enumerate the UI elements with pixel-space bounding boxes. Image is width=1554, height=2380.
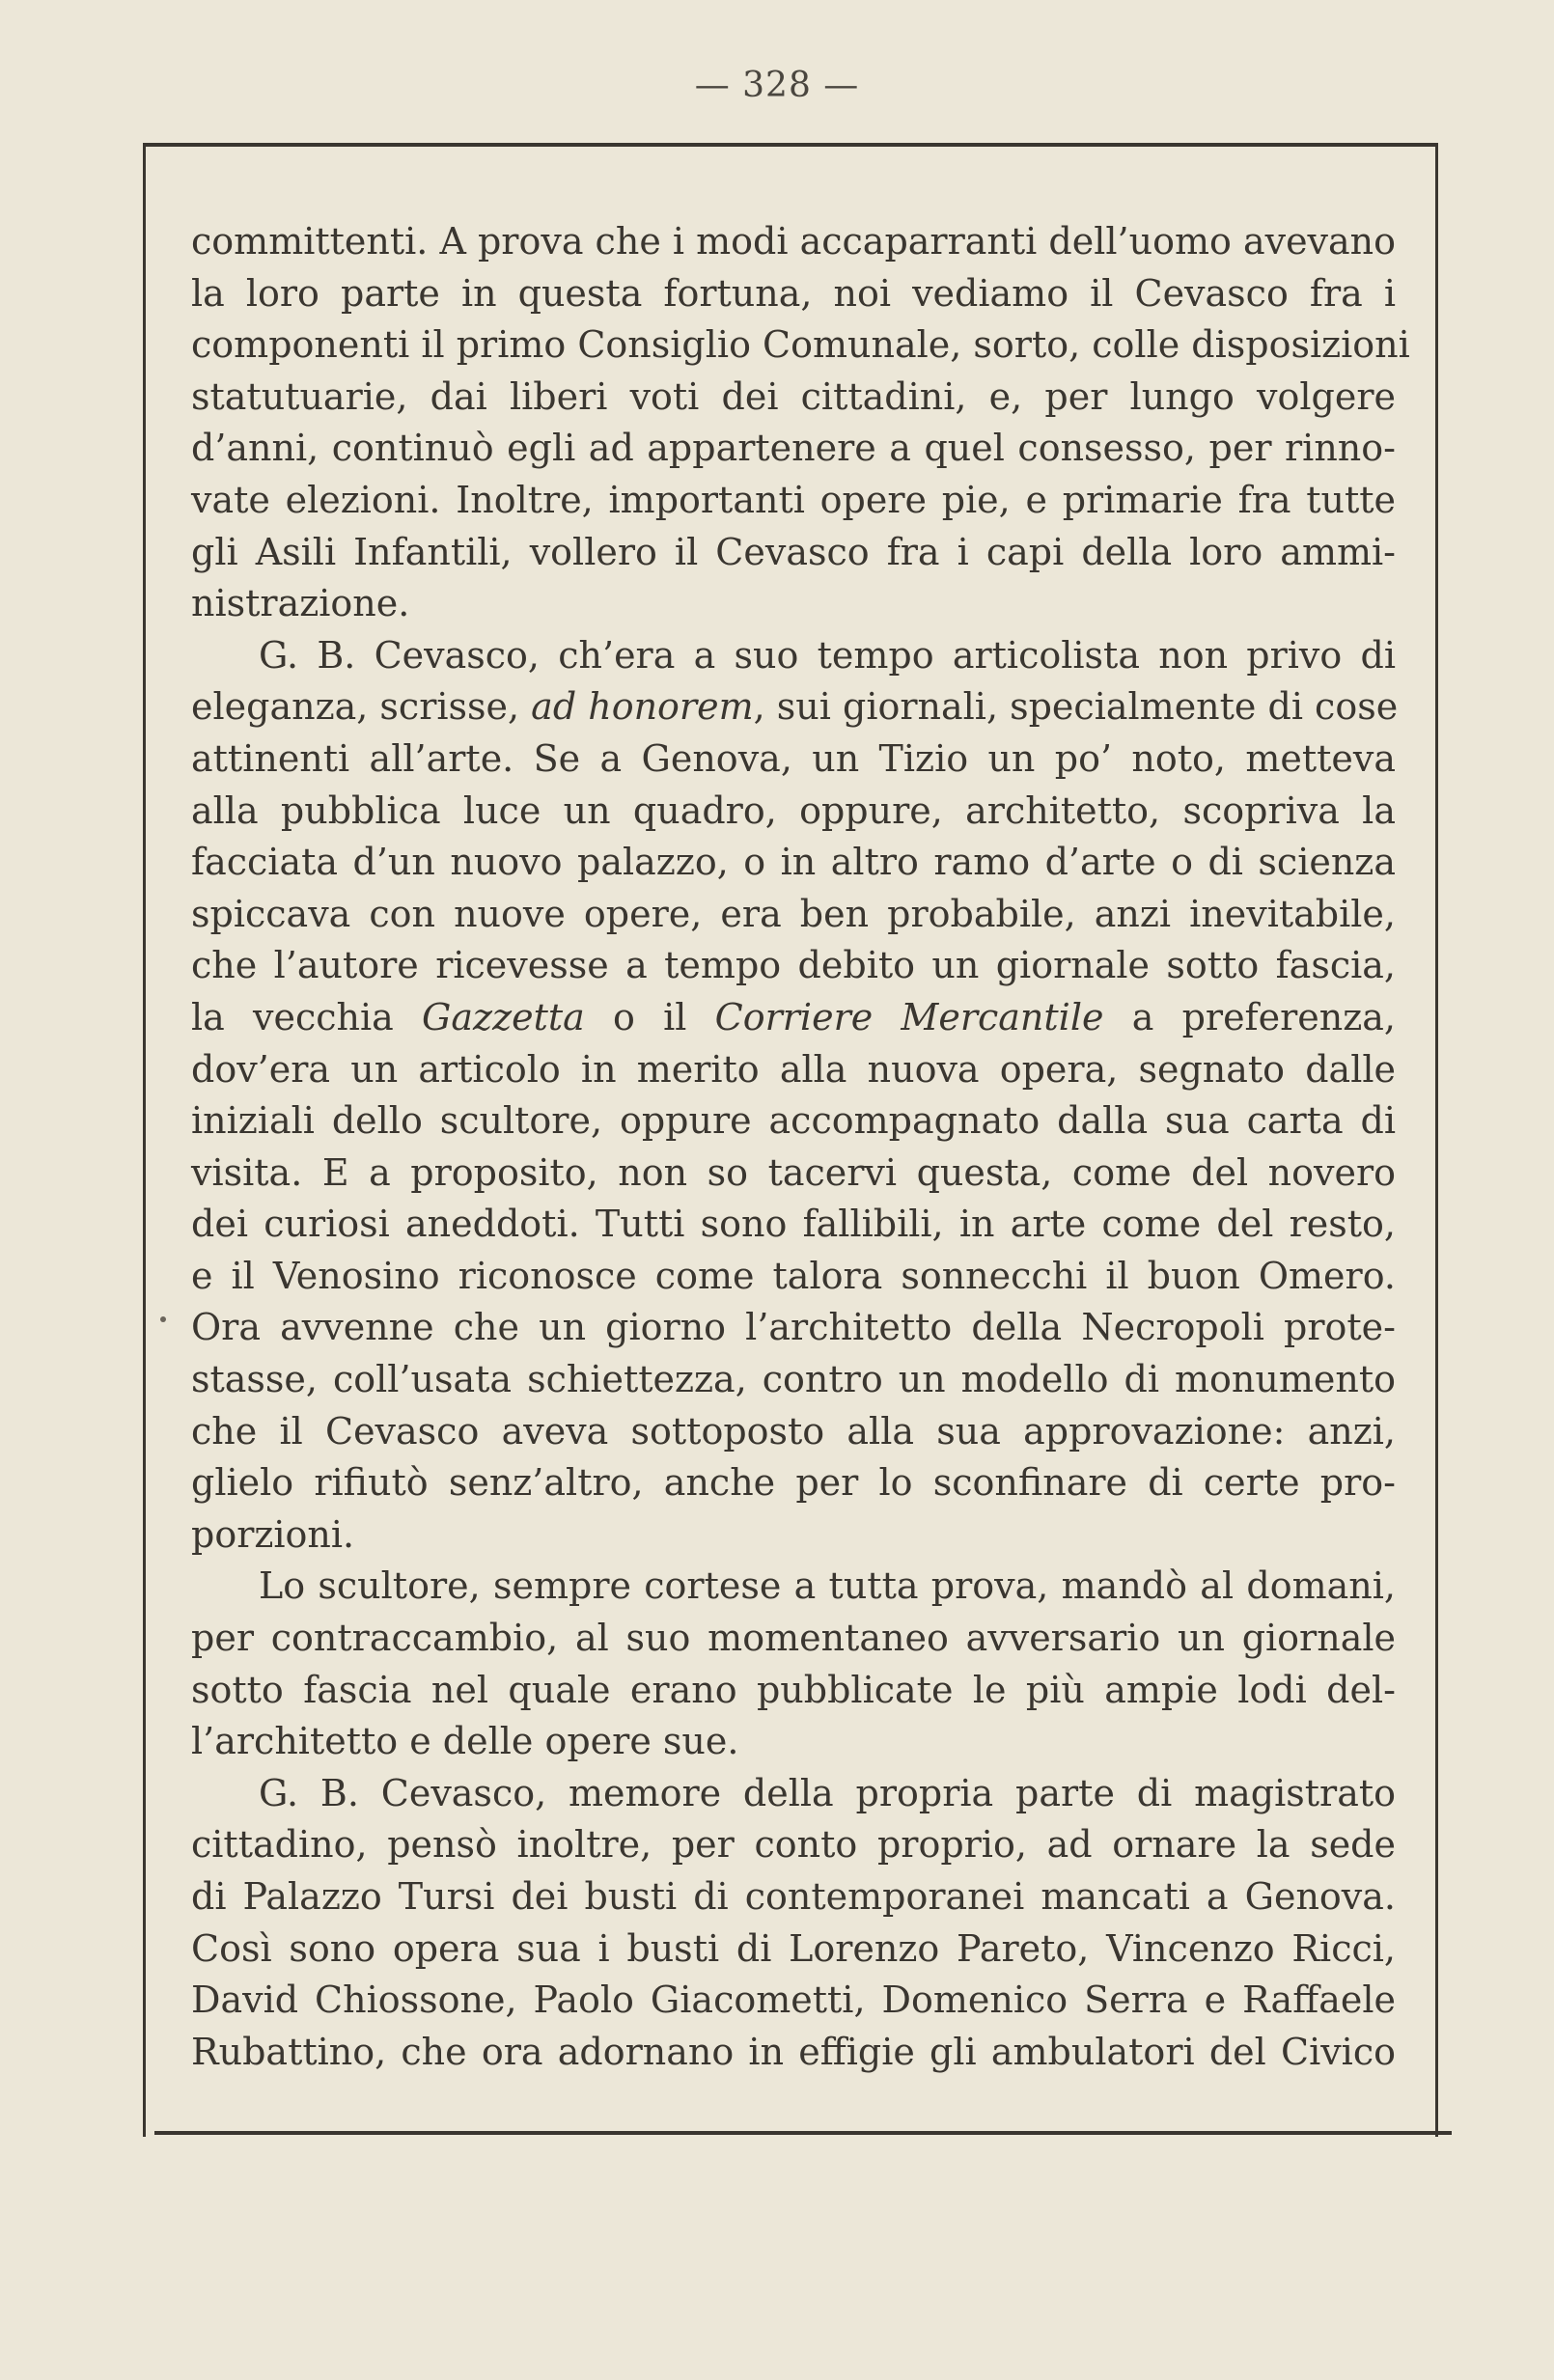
text-line: la vecchia Gazzetta o il Corriere Mercantile a preferenza, [191,995,1396,1038]
text-line: che l’autore ricevesse a tempo debito un giornale sotto fascia, [191,944,1396,987]
text-line: e il Venosino riconosce come talora sonnecchi il buon Omero. [191,1254,1396,1297]
text-line: per contraccambio, al suo momentaneo avversario un giornale [191,1617,1396,1660]
text-line: facciata d’un nuovo palazzo, o in altro ramo d’arte o di scienza [191,841,1396,884]
page-number: — 328 — [694,66,860,105]
text-line: attinenti all’arte. Se a Genova, un Tizio un po’ noto, metteva [191,736,1396,780]
text-line: statutuarie, dai liberi voti dei cittadini, e, per lungo volgere [191,374,1396,418]
text-line: dov’era un articolo in merito alla nuova opera, segnato dalle [191,1047,1396,1091]
text-line: Lo scultore, sempre cortese a tutta prova, mandò al domani, [259,1564,1396,1608]
margin-dot-mark [160,1316,166,1322]
text-line: Rubattino, che ora adornano in effigie gli ambulatori del Civico [191,2030,1396,2073]
text-line: G. B. Cevasco, memore della propria parte di magistrato [259,1771,1396,1814]
text-line: che il Cevasco aveva sottoposto alla sua approvazione: anzi, [191,1409,1396,1453]
text-line: nistrazione. [191,582,410,625]
italic-phrase: ad honorem [531,685,754,729]
text-line: componenti il primo Consiglio Comunale, sorto, colle disposizioni [191,323,1410,367]
text-line: vate elezioni. Inoltre, importanti opere pie, e primarie fra tutte [191,478,1396,521]
text-line: Così sono opera sua i busti di Lorenzo Pareto, Vincenzo Ricci, [191,1926,1396,1970]
text-line: alla pubblica luce un quadro, oppure, architetto, scopriva la [191,789,1396,832]
body-text [191,216,1410,2078]
text-line: dei curiosi aneddoti. Tutti sono fallibili, in arte come del resto, [191,1203,1396,1246]
italic-phrase: Corriere Mercantile [714,995,1104,1038]
text-line: l’architetto e delle opere sue. [191,1720,739,1763]
text-line: iniziali dello scultore, oppure accompagnato dalla sua carta di [191,1099,1396,1143]
text-line: cittadino, pensò inoltre, per conto proprio, ad ornare la sede [191,1823,1396,1867]
text-line: di Palazzo Tursi dei busti di contemporanei mancati a Genova. [191,1875,1396,1918]
text-line: eleganza, scrisse, ad honorem, sui giornali, specialmente di cose [191,685,1399,729]
text-line: Ora avvenne che un giorno l’architetto della Necropoli prote- [191,1306,1396,1349]
text-line: David Chiossone, Paolo Giacometti, Domenico Serra e Raffaele [191,1979,1396,2022]
text-line: stasse, coll’usata schiettezza, contro un modello di monumento [191,1358,1396,1401]
italic-phrase: Gazzetta [422,995,585,1038]
text-line: committenti. A prova che i modi accaparranti dell’uomo avevano [191,220,1397,263]
text-line: spiccava con nuove opere, era ben probabile, anzi inevitabile, [191,892,1396,935]
frame-bottom-rule [154,2131,1452,2135]
text-line: porzioni. [191,1512,355,1556]
text-line: sotto fascia nel quale erano pubblicate le più ampie lodi del- [191,1668,1396,1711]
text-line: la loro parte in questa fortuna, noi vediamo il Cevasco fra i [191,271,1396,315]
text-line: visita. E a proposito, non so tacervi questa, come del novero [191,1150,1396,1194]
text-line: gli Asili Infantili, vollero il Cevasco fra i capi della loro ammi- [191,530,1396,573]
text-line: G. B. Cevasco, ch’era a suo tempo articolista non privo di [259,633,1396,677]
text-line: glielo rifiutò senz’altro, anche per lo sconfinare di certe pro- [191,1461,1396,1505]
text-line: d’anni, continuò egli ad appartenere a quel consesso, per rinno- [191,427,1396,470]
